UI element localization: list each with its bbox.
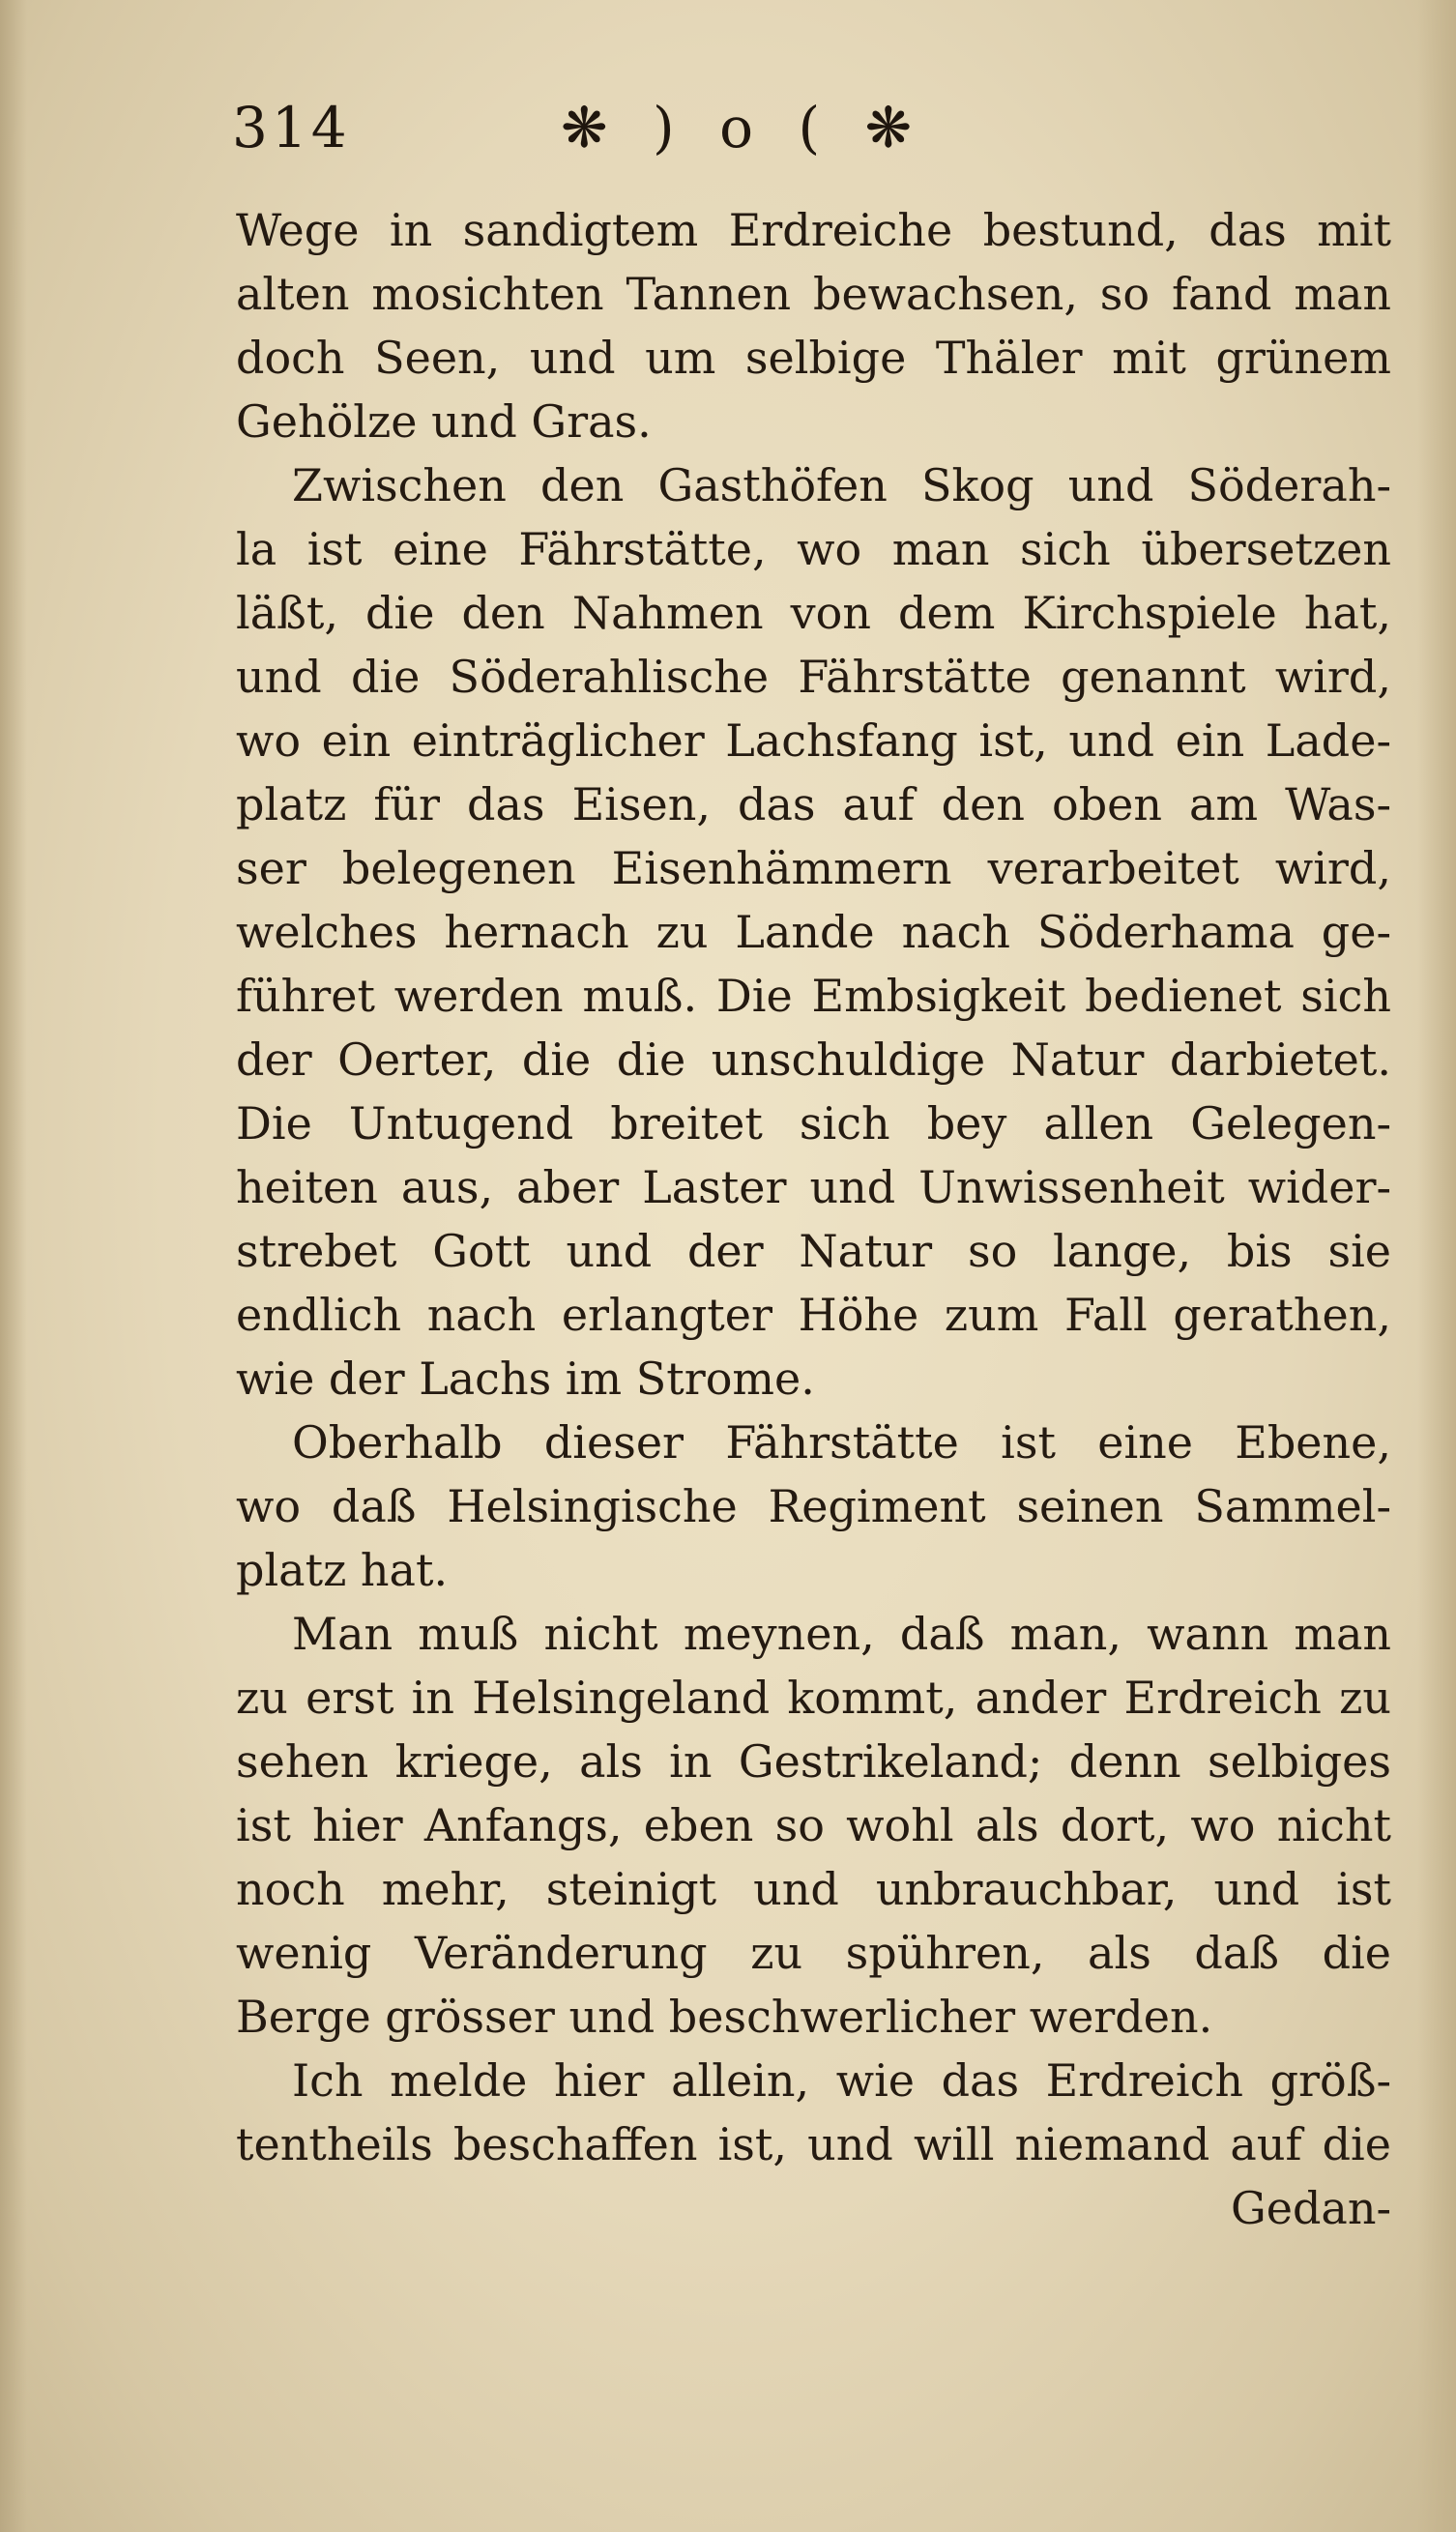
text-line: Berge grösser und beschwerlicher werden. — [236, 1991, 1213, 2043]
text-line: endlich nach erlangter Höhe zum Fall gerathen, — [236, 1289, 1391, 1341]
text-line: platz hat. — [236, 1544, 449, 1596]
text-line: alten mosichten Tannen bewachsen, so fand man — [236, 268, 1391, 320]
header-ornament: ❋ ) o ( ❋ — [561, 95, 926, 160]
text-line: platz für das Eisen, das auf den oben am Was- — [236, 778, 1391, 830]
text-line: doch Seen, und um selbige Thäler mit grünem — [236, 332, 1391, 384]
text-line: sehen kriege, als in Gestrikeland; denn selbiges — [236, 1735, 1391, 1788]
text-line: la ist eine Fährstätte, wo man sich übersetzen — [236, 523, 1391, 575]
text-line: tentheils beschaffen ist, und will niemand auf die — [236, 2118, 1391, 2170]
text-line: zu erst in Helsingeland kommt, ander Erdreich zu — [236, 1672, 1391, 1724]
text-line: Wege in sandigtem Erdreiche bestund, das mit — [236, 204, 1391, 256]
text-line: Die Untugend breitet sich bey allen Gelegen- — [236, 1097, 1391, 1150]
text-line: noch mehr, steinigt und unbrauchbar, und ist — [236, 1863, 1391, 1915]
text-line: Gehölze und Gras. — [236, 395, 652, 448]
text-line: Man muß nicht meynen, daß man, wann man — [292, 1608, 1391, 1660]
text-line: ser belegenen Eisenhämmern verarbeitet wird, — [236, 842, 1391, 894]
text-line: Oberhalb dieser Fährstätte ist eine Ebene, — [292, 1416, 1391, 1469]
text-line: Zwischen den Gasthöfen Skog und Söderah- — [292, 459, 1391, 511]
text-line: ist hier Anfangs, eben so wohl als dort, wo nicht — [236, 1799, 1391, 1851]
text-line: der Oerter, die die unschuldige Natur darbietet. — [236, 1033, 1391, 1086]
body-text — [236, 198, 1391, 2240]
text-line: läßt, die den Nahmen von dem Kirchspiele hat, — [236, 587, 1391, 639]
text-line: strebet Gott und der Natur so lange, bis sie — [236, 1225, 1391, 1277]
text-line: wie der Lachs im Strome. — [236, 1353, 815, 1405]
text-line: Ich melde hier allein, wie das Erdreich größ- — [292, 2054, 1391, 2107]
page-number: 314 — [232, 95, 351, 160]
page-header — [232, 89, 1102, 166]
text-line: wo ein einträglicher Lachsfang ist, und ein Lade- — [236, 714, 1391, 767]
catchword: Gedan- — [1230, 2182, 1391, 2234]
text-line: wenig Veränderung zu spühren, als daß die — [236, 1927, 1391, 1979]
text-line: welches hernach zu Lande nach Söderhama ge- — [236, 906, 1391, 958]
text-line: heiten aus, aber Laster und Unwissenheit wider- — [236, 1161, 1391, 1213]
text-line: führet werden muß. Die Embsigkeit bedienet sich — [236, 970, 1391, 1022]
text-line: und die Söderahlische Fährstätte genannt wird, — [236, 651, 1391, 703]
text-line: wo daß Helsingische Regiment seinen Sammel- — [236, 1480, 1391, 1532]
